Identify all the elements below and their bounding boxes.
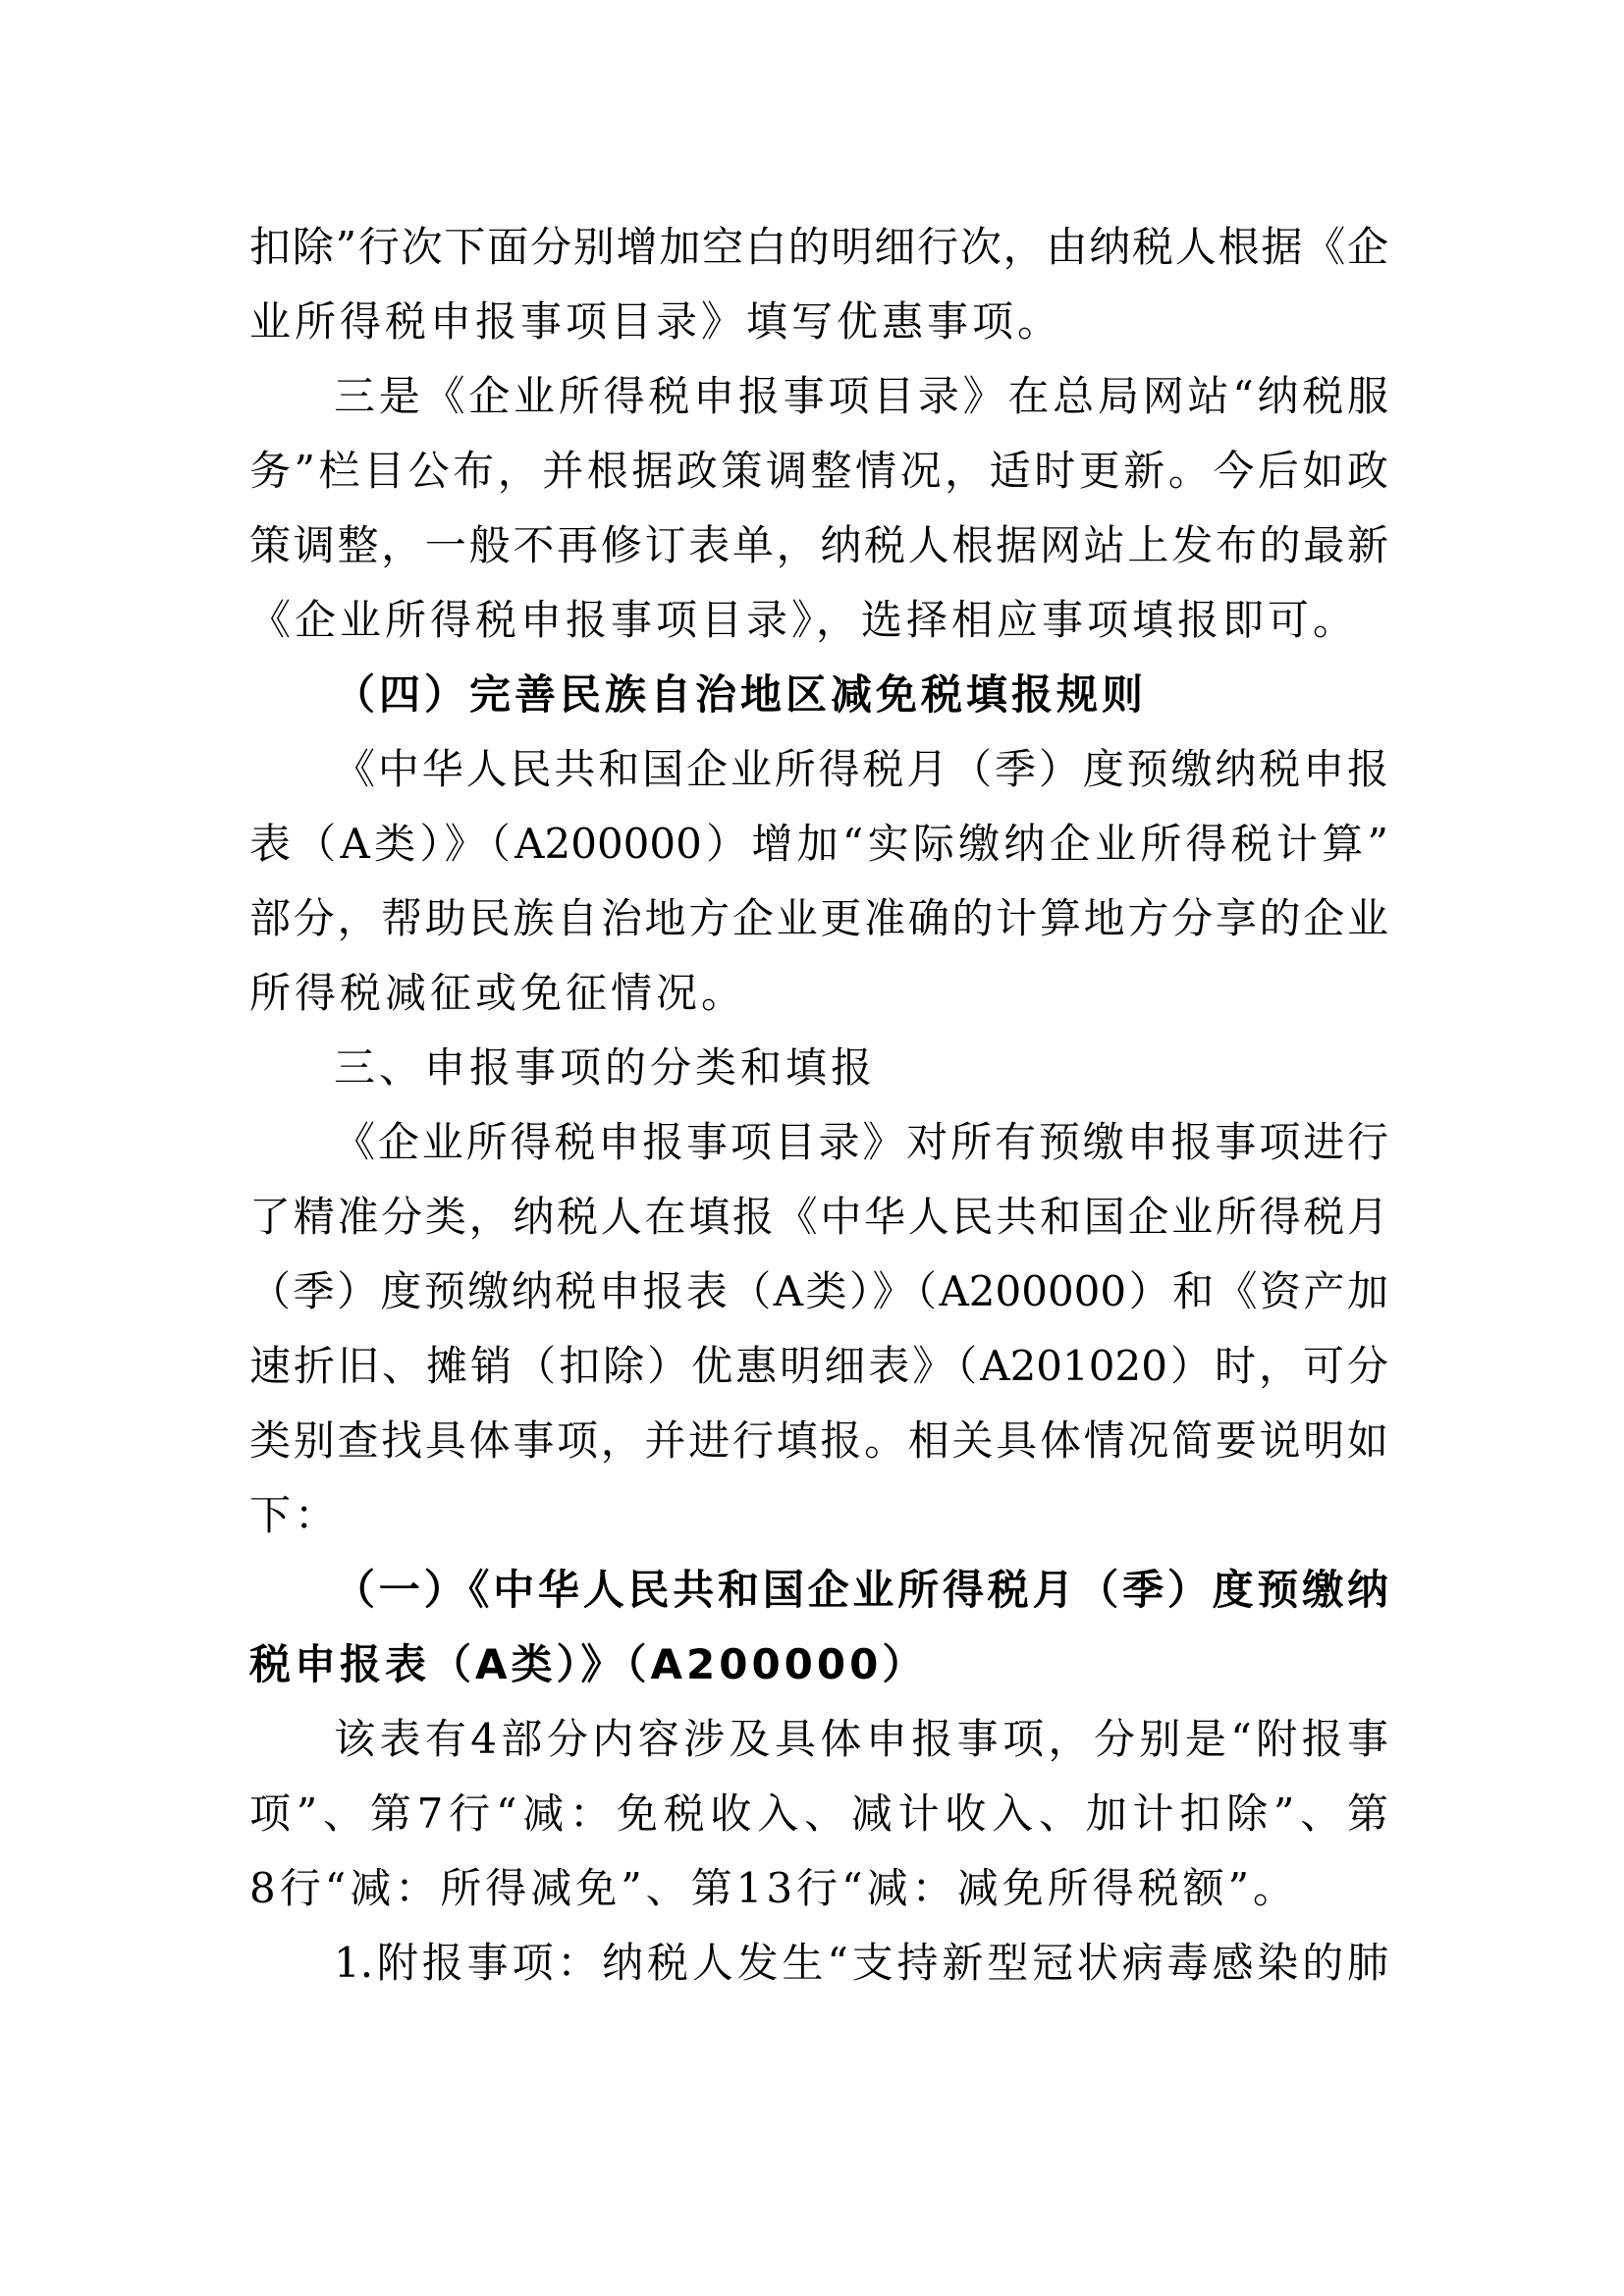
body-line: 部分，帮助民族自治地方企业更准确的计算地方分享的企业 (249, 894, 1388, 942)
section-heading-4: （四）完善民族自治地区减免税填报规则 (334, 670, 1148, 719)
body-line: 扣除”行次下面分别增加空白的明细行次，由纳税人根据《企 (249, 223, 1388, 271)
body-line: 表（A类）》（A200000）增加“实际缴纳企业所得税计算” (249, 820, 1388, 868)
body-line: 项”、第7行“减：免税收入、减计收入、加计扣除”、第 (249, 1789, 1388, 1838)
subsection-heading-1-cont: 税申报表（A类）》（A200000） (249, 1640, 928, 1688)
body-line: 策调整，一般不再修订表单，纳税人根据网站上发布的最新 (249, 521, 1388, 569)
body-line: （季）度预缴纳税申报表（A类）》（A200000）和《资产加 (249, 1267, 1388, 1315)
section-heading-3: 三、申报事项的分类和填报 (334, 1043, 877, 1092)
body-line: 类别查找具体事项，并进行填报。相关具体情况简要说明如 (249, 1416, 1388, 1465)
subsection-heading-1: （一）《中华人民共和国企业所得税月（季）度预缴纳 (334, 1566, 1388, 1614)
paragraph-first-line: 《中华人民共和国企业所得税月（季）度预缴纳税申报 (334, 745, 1388, 793)
paragraph-first-line: 《企业所得税申报事项目录》对所有预缴申报事项进行 (334, 1118, 1388, 1166)
paragraph-first-line: 该表有4部分内容涉及具体申报事项，分别是“附报事 (334, 1715, 1388, 1763)
body-line: 《企业所得税申报事项目录》，选择相应事项填报即可。 (249, 596, 1359, 644)
list-item-first-line: 1.附报事项：纳税人发生“支持新型冠状病毒感染的肺 (334, 1939, 1388, 1987)
body-line: 下： (249, 1491, 341, 1539)
paragraph-first-line: 三是《企业所得税申报事项目录》在总局网站“纳税服 (334, 372, 1388, 420)
body-line: 速折旧、摊销（扣除）优惠明细表》（A201020）时，可分 (249, 1342, 1388, 1390)
body-line: 务”栏目公布，并根据政策调整情况，适时更新。今后如政 (249, 447, 1388, 495)
body-line: 了精准分类，纳税人在填报《中华人民共和国企业所得税月 (249, 1193, 1388, 1241)
body-line: 所得税减征或免征情况。 (249, 969, 747, 1017)
body-line: 业所得税申报事项目录》填写优惠事项。 (249, 297, 1063, 346)
body-line: 8行“减：所得减免”、第13行“减：减免所得税额”。 (249, 1864, 1299, 1912)
